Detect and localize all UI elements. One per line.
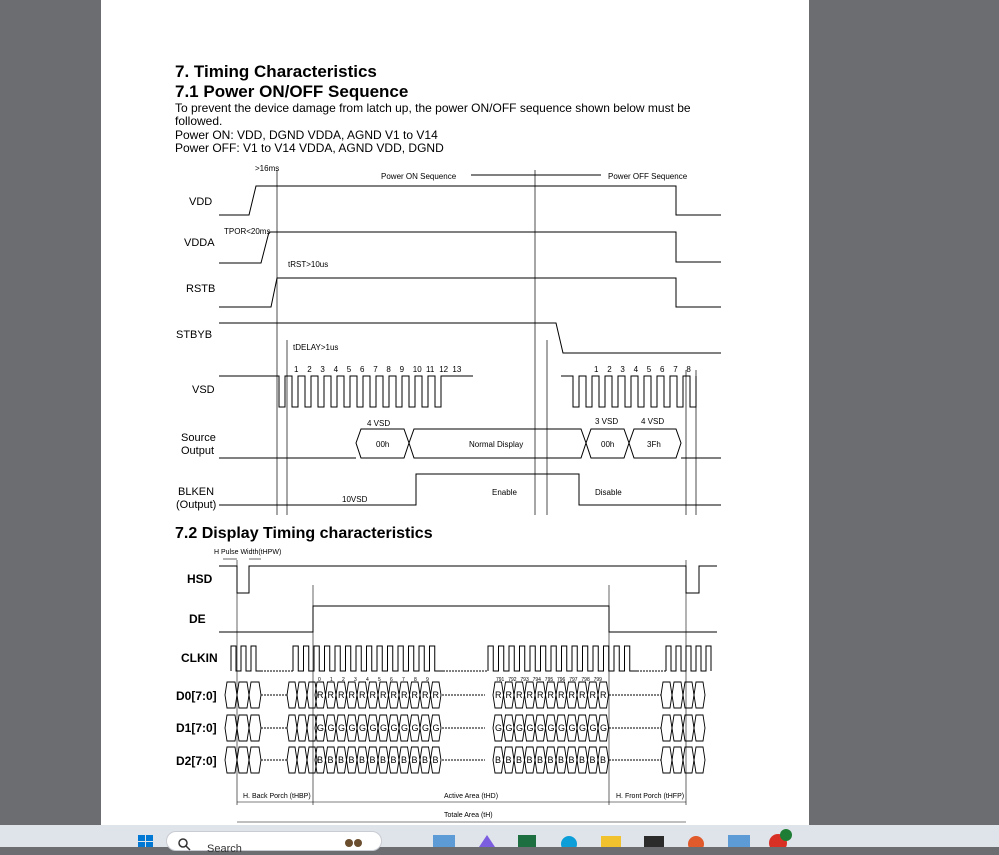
box-3fh-text: 3Fh (647, 440, 661, 449)
vsd-on-number: 4 (333, 365, 339, 374)
data-bus-letter: G (516, 723, 524, 733)
index-label: 6 (390, 677, 393, 683)
vsd-on-number: 2 (307, 365, 312, 374)
data-bus-letter: R (547, 690, 554, 700)
tdelay-label: tDELAY>1us (293, 343, 339, 352)
data-bus-letter: R (317, 690, 324, 700)
data-bus-letter: R (422, 690, 429, 700)
front-porch-label: H. Front Porch (tHFP) (616, 793, 685, 800)
data-bus-letter: B (432, 755, 439, 765)
box-00h-text: 00h (376, 440, 390, 449)
index-label: 9 (426, 677, 429, 683)
display-timing-heading: 7.2 Display Timing characteristics (175, 525, 433, 542)
back-porch-label: H. Back Porch (tHBP) (243, 793, 311, 800)
signal-vsd: VSD (192, 384, 215, 396)
ide-icon[interactable] (433, 833, 455, 847)
data-bus-letter: R (380, 690, 387, 700)
index-label: 796 (557, 677, 566, 683)
signal-blken-output: (Output) (176, 499, 217, 511)
vsd4-label: 4 VSD (367, 419, 391, 428)
copilot-icon[interactable] (476, 833, 498, 847)
search-icon (177, 837, 191, 851)
data-bus-letter: R (579, 690, 586, 700)
data-bus-letter: G (317, 723, 325, 733)
vsd-off-number: 8 (686, 365, 691, 374)
vsd-on-number: 1 (294, 365, 299, 374)
signal-d2: D2[7:0] (176, 754, 217, 768)
data-bus-letter: B (547, 755, 554, 765)
search-placeholder: Search (207, 843, 242, 855)
data-bus-letter: B (579, 755, 586, 765)
data-bus-letter: G (390, 723, 398, 733)
data-bus-letter: G (348, 723, 356, 733)
vsd-on-number: 7 (373, 365, 378, 374)
vsd-on-number: 5 (346, 365, 352, 374)
data-bus-letter: G (380, 723, 388, 733)
vsd-on-number: 3 (320, 365, 325, 374)
box-normal-text: Normal Display (469, 440, 524, 449)
section-heading: 7. Timing Characteristics (175, 62, 377, 81)
data-bus-letter: G (327, 723, 335, 733)
vsd-off-number: 6 (660, 365, 665, 374)
data-bus-letter: B (526, 755, 533, 765)
index-label: 8 (414, 677, 417, 683)
chrome-icon[interactable] (768, 827, 792, 847)
index-label: 4 (366, 677, 369, 683)
index-label: 793 (520, 677, 529, 683)
vsd10-label: 10VSD (342, 495, 368, 504)
index-label: 799 (593, 677, 602, 683)
vsd-pulses-off (561, 376, 696, 407)
edge-icon[interactable] (558, 833, 580, 847)
data-bus-letter: R (516, 690, 523, 700)
tpor-label: TPOR<20ms (224, 227, 271, 236)
taskbar (0, 825, 999, 855)
data-bus-letter: G (432, 723, 440, 733)
index-label: 5 (378, 677, 381, 683)
data-bus-letter: R (558, 690, 565, 700)
signal-source: Source (181, 432, 216, 444)
box-00h2-text: 00h (601, 440, 615, 449)
data-bus-letter: R (505, 690, 512, 700)
vsd-off-number: 2 (607, 365, 612, 374)
data-bus-letter: G (369, 723, 377, 733)
signal-vdda: VDDA (184, 237, 215, 249)
data-bus-letter: R (369, 690, 376, 700)
t16-label: >16ms (255, 164, 280, 173)
data-bus-letter: B (348, 755, 355, 765)
rstb-waveform (219, 278, 721, 307)
data-bus-letter: G (505, 723, 513, 733)
disable-label: Disable (595, 488, 622, 497)
vsd-on-number: 8 (386, 365, 391, 374)
vsd-on-number: 9 (399, 365, 405, 374)
document-page (101, 0, 809, 825)
data-bus-letter: B (338, 755, 345, 765)
ide2-icon[interactable] (728, 833, 750, 847)
power-sequence-diagram (101, 0, 809, 525)
data-bus-letter: R (338, 690, 345, 700)
data-bus-letter: B (411, 755, 418, 765)
data-bus-letter: R (568, 690, 575, 700)
signal-hsd: HSD (187, 572, 213, 586)
hpulse-label: H Pulse Width(tHPW) (214, 549, 282, 556)
power-off-seq-label: Power OFF Sequence (608, 172, 688, 181)
active-area-label: Active Area (tHD) (444, 793, 499, 800)
data-bus-letter: R (537, 690, 544, 700)
data-bus-letter: R (359, 690, 366, 700)
index-end-labels (496, 677, 602, 683)
vsd-pulses-on (219, 376, 473, 407)
signal-d0: D0[7:0] (176, 689, 217, 703)
enable-label: Enable (492, 488, 517, 497)
data-bus-letter: B (516, 755, 523, 765)
data-bus-letter: R (348, 690, 355, 700)
data-bus-letter: R (411, 690, 418, 700)
index-label: 792 (508, 677, 517, 683)
display-timing-diagram (101, 540, 809, 825)
data-bus-letter: G (537, 723, 545, 733)
data-bus-letter: G (558, 723, 566, 733)
data-bus-letter: R (432, 690, 439, 700)
index-label: 2 (342, 677, 345, 683)
de-waveform (219, 606, 717, 632)
data-bus-letter: B (327, 755, 334, 765)
data-bus-letter: B (380, 755, 387, 765)
vsd-on-number: 10 (412, 365, 422, 374)
data-bus-letter: B (390, 755, 397, 765)
data-bus-letter: G (526, 723, 534, 733)
subsection-heading: 7.1 Power ON/OFF Sequence (175, 82, 409, 101)
data-bus-letter: G (579, 723, 587, 733)
data-bus-letter: R (327, 690, 334, 700)
data-bus-waveforms (225, 682, 705, 773)
data-bus-letter: G (568, 723, 576, 733)
power-off-text: Power OFF: V1 to V14 VDDA, AGND VDD, DGND (175, 141, 444, 155)
vsd-on-number: 13 (452, 365, 462, 374)
trst-label: tRST>10us (288, 260, 329, 269)
vsd-on-number: 6 (360, 365, 365, 374)
data-bus-letter: G (411, 723, 419, 733)
data-bus-letter: B (369, 755, 376, 765)
app2-icon[interactable] (685, 833, 707, 847)
vsd-off-number: 7 (673, 365, 678, 374)
signal-output: Output (181, 445, 215, 457)
signal-rstb: RSTB (186, 283, 216, 295)
vsd-off-number: 1 (594, 365, 599, 374)
power-on-seq-label: Power ON Sequence (381, 172, 457, 181)
hsd-waveform (219, 566, 717, 593)
total-area-label: Totale Area (tH) (444, 812, 493, 819)
data-bus-letter: B (317, 755, 324, 765)
signal-clkin: CLKIN (181, 651, 218, 665)
index-label: 0 (318, 677, 321, 683)
power-on-text: Power ON: VDD, DGND VDDA, AGND V1 to V14 (175, 128, 438, 142)
data-bus-letter: R (390, 690, 397, 700)
index-label: 1 (330, 677, 333, 683)
app-icon[interactable] (343, 833, 365, 847)
vsd-on-number: 11 (426, 365, 435, 374)
data-bus-letter: B (568, 755, 575, 765)
data-bus-letter: R (589, 690, 596, 700)
data-bus-letter: B (600, 755, 607, 765)
index-label: 795 (544, 677, 554, 683)
vdda-waveform (219, 232, 721, 263)
vsd3-label: 3 VSD (595, 417, 619, 426)
windows-start-icon[interactable] (138, 833, 154, 847)
data-bus-letter: R (401, 690, 408, 700)
vsd-off-numbers (594, 365, 691, 374)
data-bus-letter: B (401, 755, 408, 765)
data-bus-letter: B (505, 755, 512, 765)
vsd-off-number: 4 (633, 365, 639, 374)
data-bus-letter: G (495, 723, 503, 733)
data-bus-letter: G (589, 723, 597, 733)
data-bus-letter: R (600, 690, 607, 700)
data-bus-letter: B (359, 755, 366, 765)
file-explorer-icon[interactable] (600, 833, 622, 847)
terminal-icon[interactable] (643, 833, 665, 847)
data-bus-letter: G (422, 723, 430, 733)
index-label: 3 (354, 677, 357, 683)
data-bus-letter: B (495, 755, 502, 765)
index-label: 794 (532, 677, 541, 683)
index-label: 798 (581, 677, 590, 683)
clkin-waveform (231, 646, 711, 671)
index-label: 7 (402, 677, 405, 683)
index-label: 797 (569, 677, 578, 683)
index-label: 791 (496, 677, 505, 683)
vsd-on-numbers (294, 365, 462, 374)
data-bus-letters (317, 690, 607, 765)
data-bus-letter: G (338, 723, 346, 733)
vsd-off-number: 5 (646, 365, 652, 374)
signal-vdd: VDD (189, 196, 213, 208)
data-bus-letter: G (600, 723, 608, 733)
data-bus-letter: G (359, 723, 367, 733)
excel-icon[interactable] (516, 833, 538, 847)
intro-text: To prevent the device damage from latch up, the power ON/OFF sequence shown below must be followed. (175, 101, 691, 128)
signal-d1: D1[7:0] (176, 721, 217, 735)
data-bus-letter: B (422, 755, 429, 765)
data-bus-letter: G (401, 723, 409, 733)
signal-stbyb: STBYB (176, 329, 213, 341)
data-bus-letter: R (526, 690, 533, 700)
data-bus-letter: B (558, 755, 565, 765)
blken-waveform (219, 474, 721, 505)
signal-blken: BLKEN (178, 486, 215, 498)
vdd-waveform (219, 186, 721, 215)
vsd-on-number: 12 (439, 365, 449, 374)
data-bus-letter: G (547, 723, 555, 733)
data-bus-letter: B (589, 755, 596, 765)
data-bus-letter: B (537, 755, 544, 765)
vsd-off-number: 3 (620, 365, 625, 374)
vsd4b-label: 4 VSD (641, 417, 665, 426)
signal-de: DE (189, 612, 206, 626)
data-bus-letter: R (495, 690, 502, 700)
